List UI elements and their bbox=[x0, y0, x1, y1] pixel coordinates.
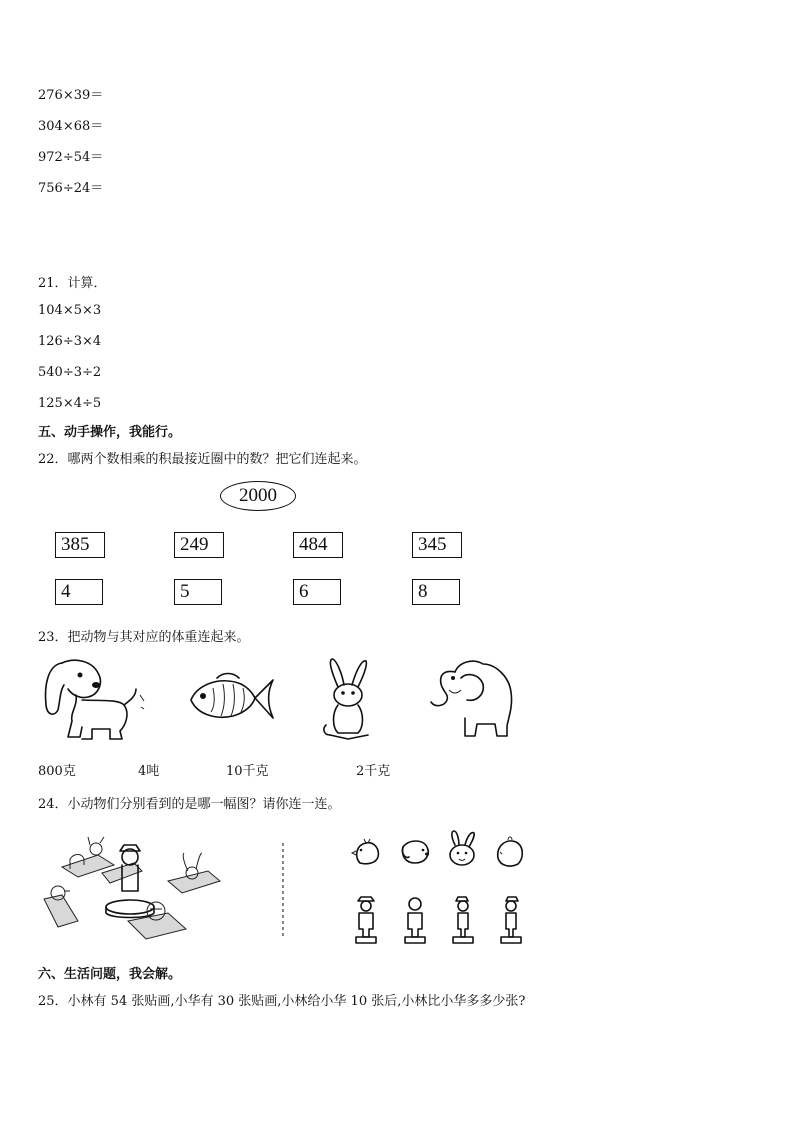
chick-head-icon bbox=[352, 837, 382, 867]
question-22-title: 22．哪两个数相乘的积最接近圈中的数？把它们连起来。 bbox=[38, 452, 367, 467]
animal-scene-illustration bbox=[38, 825, 228, 947]
calc-item: 540÷3÷2 bbox=[38, 365, 102, 380]
calc-line: 276×39＝ bbox=[38, 88, 104, 103]
number-box: 6 bbox=[293, 579, 341, 605]
police-side-left-icon bbox=[452, 895, 474, 947]
calc-line: 756÷24＝ bbox=[38, 181, 104, 196]
weight-label: 800克 bbox=[38, 764, 76, 779]
number-box: 8 bbox=[412, 579, 460, 605]
section-5-heading: 五、动手操作，我能行。 bbox=[38, 425, 182, 440]
weight-label: 2千克 bbox=[356, 764, 391, 779]
section-6-heading: 六、生活问题，我会解。 bbox=[38, 967, 182, 982]
elephant-icon bbox=[425, 656, 517, 740]
dog-icon bbox=[40, 655, 145, 743]
question-25-title: 25．小林有 54 张贴画,小华有 30 张贴画,小林给小华 10 张后,小林比小华多多少张? bbox=[38, 994, 526, 1009]
question-24-title: 24．小动物们分别看到的是哪一幅图？请你连一连。 bbox=[38, 797, 341, 812]
police-back-icon bbox=[404, 895, 426, 947]
police-front-icon bbox=[355, 895, 377, 947]
number-box: 385 bbox=[55, 532, 105, 558]
rabbit-head-icon bbox=[445, 829, 479, 867]
weight-label: 10千克 bbox=[226, 764, 269, 779]
number-box: 4 bbox=[55, 579, 103, 605]
calc-item: 126÷3×4 bbox=[38, 334, 102, 349]
calc-line: 304×68＝ bbox=[38, 119, 104, 134]
question-23-title: 23．把动物与其对应的体重连起来。 bbox=[38, 630, 250, 645]
fish-icon bbox=[185, 670, 277, 725]
bird-head-icon bbox=[494, 836, 524, 868]
dashed-divider bbox=[281, 843, 285, 939]
calc-item: 104×5×3 bbox=[38, 303, 102, 318]
number-box: 484 bbox=[293, 532, 343, 558]
rabbit-icon bbox=[318, 655, 378, 745]
dog-head-icon bbox=[399, 837, 431, 867]
calc-item: 125×4÷5 bbox=[38, 396, 102, 411]
number-box: 345 bbox=[412, 532, 462, 558]
number-box: 5 bbox=[174, 579, 222, 605]
weight-label: 4吨 bbox=[138, 764, 160, 779]
calc-line: 972÷54＝ bbox=[38, 150, 104, 165]
question-21-title: 21．计算． bbox=[38, 276, 107, 291]
police-side-right-icon bbox=[500, 895, 522, 947]
number-box: 249 bbox=[174, 532, 224, 558]
target-number-oval: 2000 bbox=[220, 481, 296, 511]
